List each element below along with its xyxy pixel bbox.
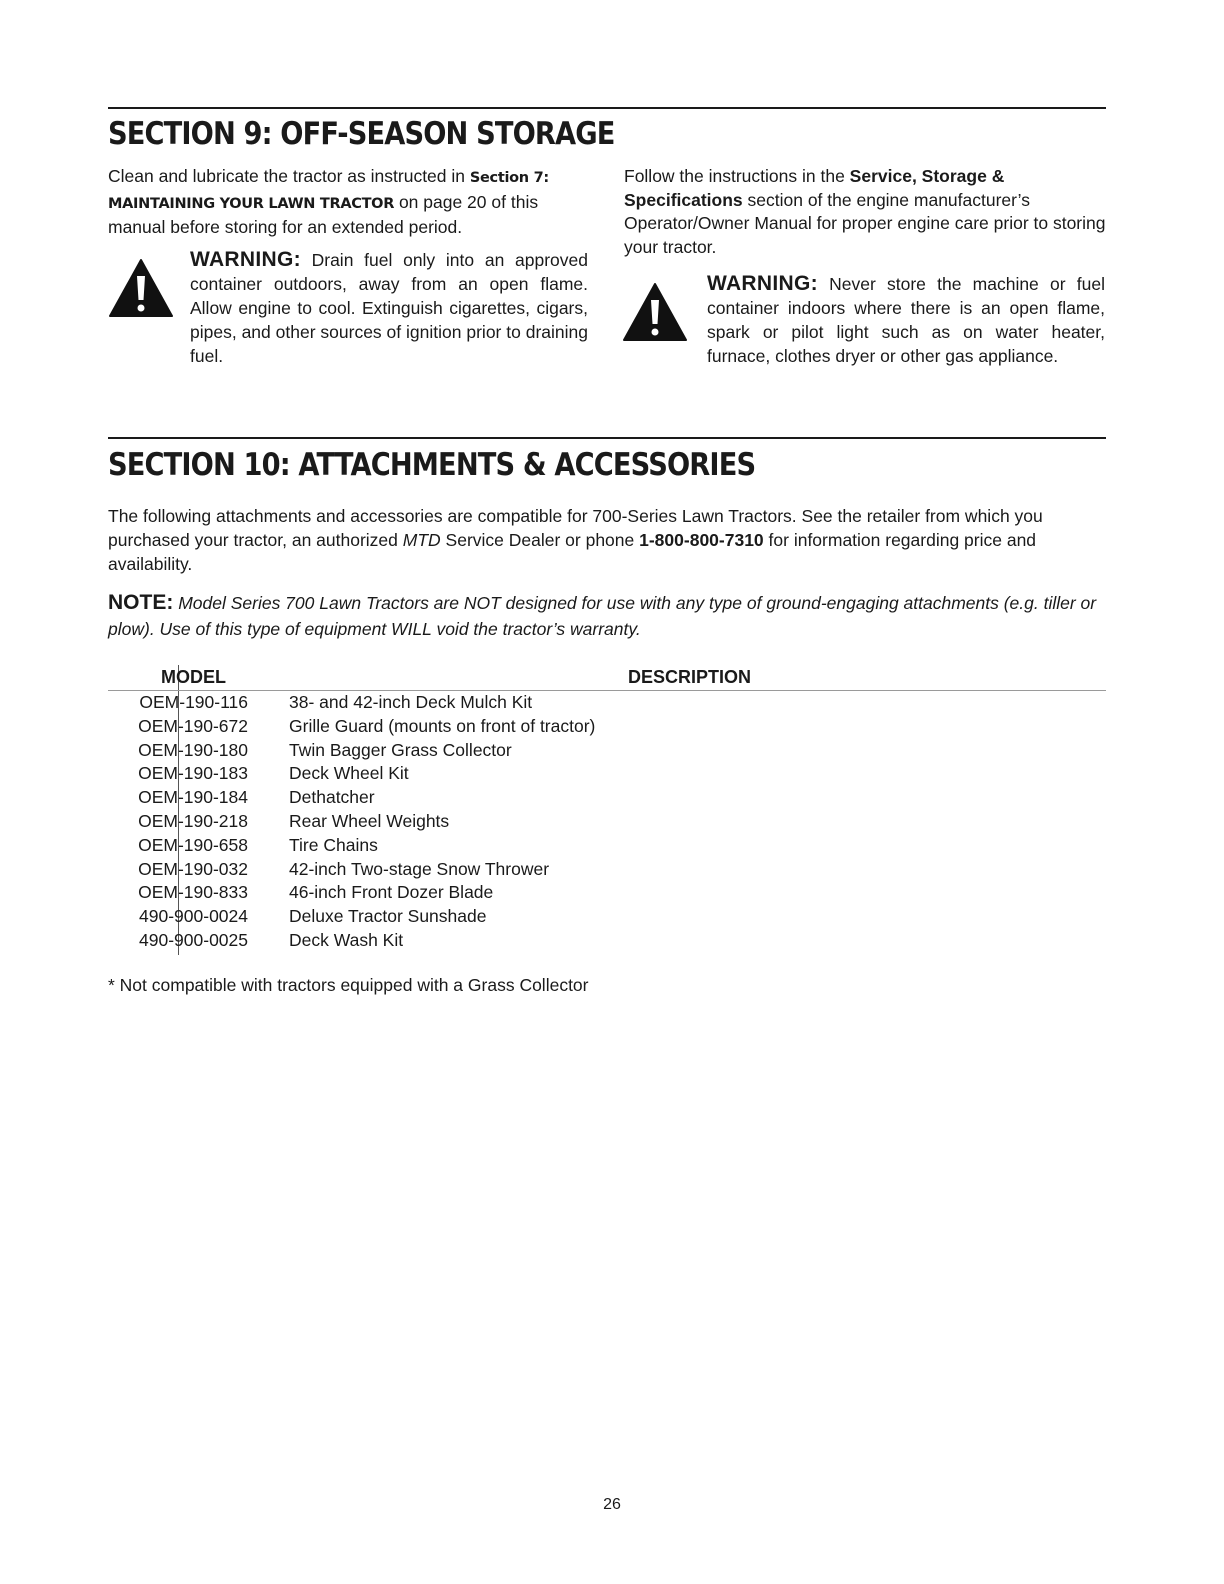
model-cell: 490-900-0025 bbox=[139, 929, 248, 950]
model-cell: OEM-190-183 bbox=[138, 763, 248, 784]
table-row bbox=[108, 715, 1106, 739]
intro-text-b: Service Dealer or phone bbox=[440, 530, 640, 550]
description-cell: Deluxe Tractor Sunshade bbox=[289, 906, 487, 927]
model-cell: OEM-190-116 bbox=[139, 692, 248, 712]
model-cell: OEM-190-833 bbox=[138, 882, 248, 903]
warning-triangle-icon bbox=[622, 282, 688, 342]
table-row bbox=[108, 786, 1106, 810]
section-9-title: SECTION 9: OFF-SEASON STORAGE bbox=[108, 116, 615, 152]
attachments-table bbox=[108, 664, 1106, 953]
left-para-text-b: on page 20 of this manual before storing for an extended period. bbox=[108, 191, 539, 238]
table-row bbox=[108, 691, 1106, 715]
table-row bbox=[108, 810, 1106, 834]
description-cell: 38- and 42-inch Deck Mulch Kit bbox=[289, 692, 533, 712]
description-cell: 42-inch Two-stage Snow Thrower bbox=[289, 858, 550, 879]
table-row bbox=[108, 929, 1106, 953]
footnote: * Not compatible with tractors equipped with a Grass Collector bbox=[108, 975, 589, 995]
model-cell: OEM-190-184 bbox=[138, 787, 248, 808]
section-10-rule bbox=[108, 437, 1106, 439]
right-para-text-b: section of the engine manufacturer’s Operator/Owner Manual for proper engine care prior to storing your tractor. bbox=[624, 189, 1106, 258]
table-body bbox=[108, 691, 1106, 953]
warning-triangle-icon bbox=[108, 258, 174, 318]
model-header: MODEL bbox=[161, 667, 226, 687]
description-cell: Rear Wheel Weights bbox=[289, 810, 450, 831]
section-7-reference: Section 7: bbox=[469, 170, 549, 186]
table-row bbox=[108, 834, 1106, 858]
maintaining-reference: MAINTAINING YOUR LAWN TRACTOR bbox=[108, 195, 395, 212]
warning-text: Drain fuel only into an approved container outdoors, away from an open flame. Allow engine to cool. Extinguish cigarettes, cigars, pipes, and other sources of ignition prior to draining fuel. bbox=[190, 250, 588, 366]
description-cell: Deck Wash Kit bbox=[289, 929, 404, 950]
warning-label: WARNING: bbox=[190, 248, 301, 271]
section-9-right-warning bbox=[707, 272, 1105, 368]
model-cell: OEM-190-658 bbox=[138, 834, 248, 855]
description-cell: 46-inch Front Dozer Blade bbox=[289, 882, 494, 903]
section-9-right-paragraph bbox=[624, 165, 1106, 260]
description-cell: Deck Wheel Kit bbox=[289, 763, 409, 784]
section-10-title: SECTION 10: ATTACHMENTS & ACCESSORIES bbox=[108, 447, 756, 483]
model-cell: 490-900-0024 bbox=[139, 906, 248, 927]
table-row bbox=[108, 905, 1106, 929]
section-9-warning bbox=[190, 248, 588, 368]
description-cell: Grille Guard (mounts on front of tractor) bbox=[289, 715, 596, 736]
table-row bbox=[108, 739, 1106, 763]
description-cell: Twin Bagger Grass Collector bbox=[289, 739, 512, 760]
section-10-intro bbox=[108, 504, 1106, 576]
mtd-brand: MTD bbox=[402, 530, 441, 550]
model-cell: OEM-190-032 bbox=[138, 858, 248, 879]
model-cell: OEM-190-672 bbox=[138, 715, 248, 736]
section-9-left-paragraph bbox=[108, 165, 592, 240]
model-cell: OEM-190-180 bbox=[138, 739, 248, 760]
model-cell: OEM-190-218 bbox=[138, 810, 248, 831]
note-label: NOTE: bbox=[108, 591, 174, 614]
table-row bbox=[108, 858, 1106, 882]
right-para-text-a: Follow the instructions in the bbox=[624, 166, 850, 186]
description-header: DESCRIPTION bbox=[628, 667, 752, 687]
section-10-note bbox=[108, 590, 1108, 642]
left-para-text-a: Clean and lubricate the tractor as instructed in bbox=[108, 166, 470, 186]
intro-text-c: for information regarding price and availability. bbox=[108, 530, 1037, 574]
table-row bbox=[108, 762, 1106, 786]
intro-text-a: The following attachments and accessories are compatible for 700-Series Lawn Tractors. See the retailer from which you purchased your tractor, an authorized bbox=[108, 506, 1043, 550]
note-text: Model Series 700 Lawn Tractors are NOT designed for use with any type of ground-engaging attachments (e.g. tiller or plow). Use of this type of equipment WILL void the tractor’s warranty. bbox=[108, 593, 1097, 639]
description-cell: Tire Chains bbox=[289, 834, 378, 855]
section-9-rule bbox=[108, 107, 1106, 109]
table-header bbox=[108, 664, 1106, 691]
description-cell: Dethatcher bbox=[289, 787, 375, 808]
page-number: 26 bbox=[603, 1496, 621, 1513]
table-row bbox=[108, 881, 1106, 905]
service-storage-reference: Service, Storage & Specifications bbox=[624, 166, 1005, 210]
warning-label: WARNING: bbox=[707, 272, 818, 295]
warning-text: Never store the machine or fuel container indoors where there is an open flame, spark or pilot light such as on water heater, furnace, clothes dryer or other gas appliance. bbox=[707, 274, 1105, 366]
phone-number: 1-800-800-7310 bbox=[639, 530, 764, 550]
